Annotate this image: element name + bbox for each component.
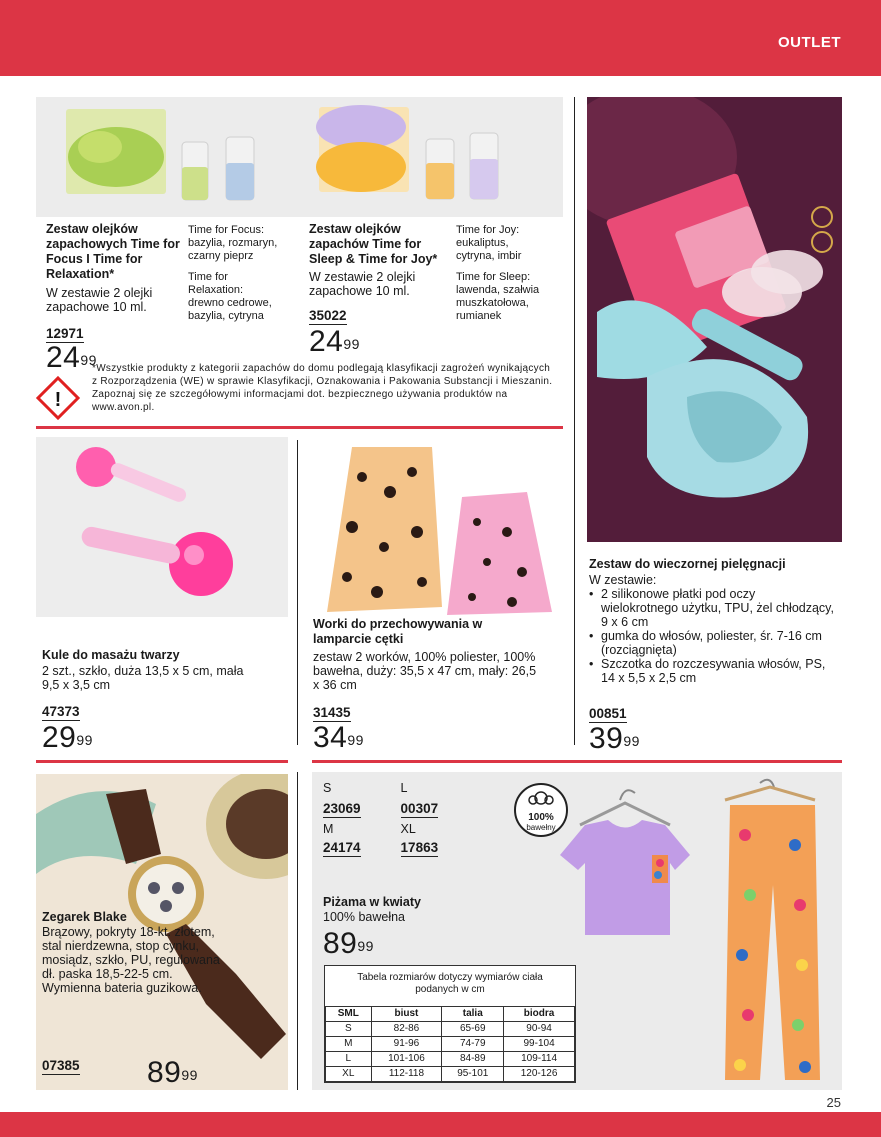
- zestaw-code: 00851: [589, 706, 627, 721]
- size-code: 24174: [323, 840, 361, 855]
- table-row: M 91-96 74-79 99-104: [326, 1037, 575, 1052]
- page-number: 25: [826, 1095, 841, 1110]
- pizama-sizes: [323, 781, 463, 857]
- size-table: [324, 965, 576, 1083]
- size-label: XL: [400, 822, 416, 836]
- focus-title: Zestaw olejków zapachowych Time for Focus I Time for Relaxation*: [46, 222, 180, 281]
- size-table-header: talia: [442, 1007, 504, 1022]
- zegarek-title: Zegarek Blake: [42, 910, 127, 924]
- zestaw-bullet: • 2 silikonowe płatki pod oczy wielokrotnego użytku, TPU, żel chłodzący, 9 x 6 cm: [589, 587, 834, 629]
- size-label: M: [323, 822, 334, 836]
- focus-subtitle: W zestawie 2 olejki zapachowe 10 ml.: [46, 286, 153, 314]
- kule-photo: [36, 437, 288, 617]
- table-row: L 101-106 84-89 109-114: [326, 1052, 575, 1067]
- size-code: 17863: [400, 840, 439, 855]
- pizama-price: $89^{99}$: [323, 927, 374, 960]
- pizama-desc: 100% bawełna: [323, 910, 406, 924]
- svg-text:!: !: [54, 389, 62, 411]
- zestaw-bullets: [589, 587, 834, 685]
- zestaw-image: [587, 97, 842, 542]
- size-table-header: biodra: [504, 1007, 575, 1022]
- divider-v3: [297, 772, 298, 1090]
- pizama-photo: [560, 775, 840, 1087]
- kule-image: [36, 437, 288, 617]
- table-row: S 82-86 65-69 90-94: [326, 1022, 575, 1037]
- size-code: 23069: [323, 801, 361, 816]
- size-label: L: [400, 781, 408, 795]
- mid-divider-right: [312, 760, 842, 763]
- zegarek-price: $89^{99}$: [147, 1056, 198, 1089]
- focus-notes: Time for Focus: bazylia, rozmaryn, czarny pieprz Time for Relaxation: drewno cedrowe, bazylia, cytryna: [188, 224, 278, 322]
- size-table-header: SML: [326, 1007, 372, 1022]
- joy-code: 35022: [309, 308, 347, 323]
- pizama-image: [560, 775, 840, 1087]
- cotton-badge-icon: 100% bawełny: [514, 783, 568, 837]
- oils-image: [36, 97, 563, 217]
- kule-desc: 2 szt., szkło, duża 13,5 x 5 cm, mała 9,5 x 3,5 cm: [42, 664, 244, 692]
- zestaw-bullet: • gumka do włosów, poliester, śr. 7-16 cm (rozciągnięta): [589, 629, 822, 657]
- divider-v1: [574, 97, 575, 745]
- worki-price: $34^{99}$: [313, 721, 364, 754]
- zestaw-intro: W zestawie:: [589, 573, 657, 587]
- oils-photo: [36, 97, 563, 217]
- zegarek-desc: Brązowy, pokryty 18-kt. złotem, stal nierdzewna, stop cynku, mosiądz, szkło, PU, regulowana dł. paska 18,5-22-5 cm. Wymienna bateria guzikowa.: [42, 925, 220, 995]
- size-table-header: biust: [371, 1007, 442, 1022]
- worki-image: [312, 437, 564, 617]
- table-row: XL 112-118 95-101 120-126: [326, 1067, 575, 1082]
- worki-title: Worki do przechowywania w lamparcie cętki: [313, 617, 483, 646]
- zestaw-price: $39^{99}$: [589, 722, 640, 755]
- joy-title: Zestaw olejków zapachów Time for Sleep & Time for Joy*: [309, 222, 438, 266]
- kule-title: Kule do masażu twarzy: [42, 648, 180, 662]
- joy-price: $24^{99}$: [309, 325, 360, 358]
- worki-code: 31435: [313, 705, 351, 720]
- kule-price: $29^{99}$: [42, 721, 93, 754]
- hazard-icon: [36, 376, 80, 420]
- worki-photo: [312, 437, 564, 617]
- footer-bar: [0, 1112, 881, 1137]
- oils-divider: [36, 426, 563, 429]
- zestaw-photo: [587, 97, 842, 542]
- focus-price: $24^{99}$: [46, 341, 97, 374]
- section-title: OUTLET: [778, 34, 841, 51]
- size-code: 00307: [400, 801, 439, 816]
- zestaw-title: Zestaw do wieczornej pielęgnacji: [589, 557, 786, 571]
- focus-code: 12971: [46, 326, 84, 341]
- disclaimer-text: *Wszystkie produkty z kategorii zapachów do domu podlegają klasyfikacji zagrożeń wynikających z Rozporządzenia (WE) w sprawie Klasyfikacji, Oznakowania i Pakowania Substancji i Mieszanin. Zapoznaj się ze szczegółowymi informacjami dot. bezpiecznego używania produktów na www.avon.pl.: [92, 363, 553, 413]
- size-label: S: [323, 781, 332, 795]
- size-table-title: Tabela rozmiarów dotyczy wymiarów ciała podanych w cm: [357, 972, 543, 995]
- kule-code: 47373: [42, 704, 80, 719]
- header-bar: [0, 0, 881, 76]
- pizama-title: Piżama w kwiaty: [323, 895, 421, 909]
- mid-divider-left: [36, 760, 288, 763]
- worki-desc: zestaw 2 worków, 100% poliester, 100% bawełna, duży: 35,5 x 47 cm, mały: 26,5 x 36 cm: [313, 650, 537, 692]
- zegarek-code: 07385: [42, 1058, 80, 1073]
- divider-v2: [297, 440, 298, 745]
- joy-subtitle: W zestawie 2 olejki zapachowe 10 ml.: [309, 270, 416, 298]
- zestaw-bullet: • Szczotka do rozczesywania włosów, PS, 14 x 5,5 x 2,5 cm: [589, 657, 826, 685]
- joy-notes: Time for Joy: eukaliptus, cytryna, imbir Time for Sleep: lawenda, szałwia muszkatołowa, rumianek: [456, 224, 540, 322]
